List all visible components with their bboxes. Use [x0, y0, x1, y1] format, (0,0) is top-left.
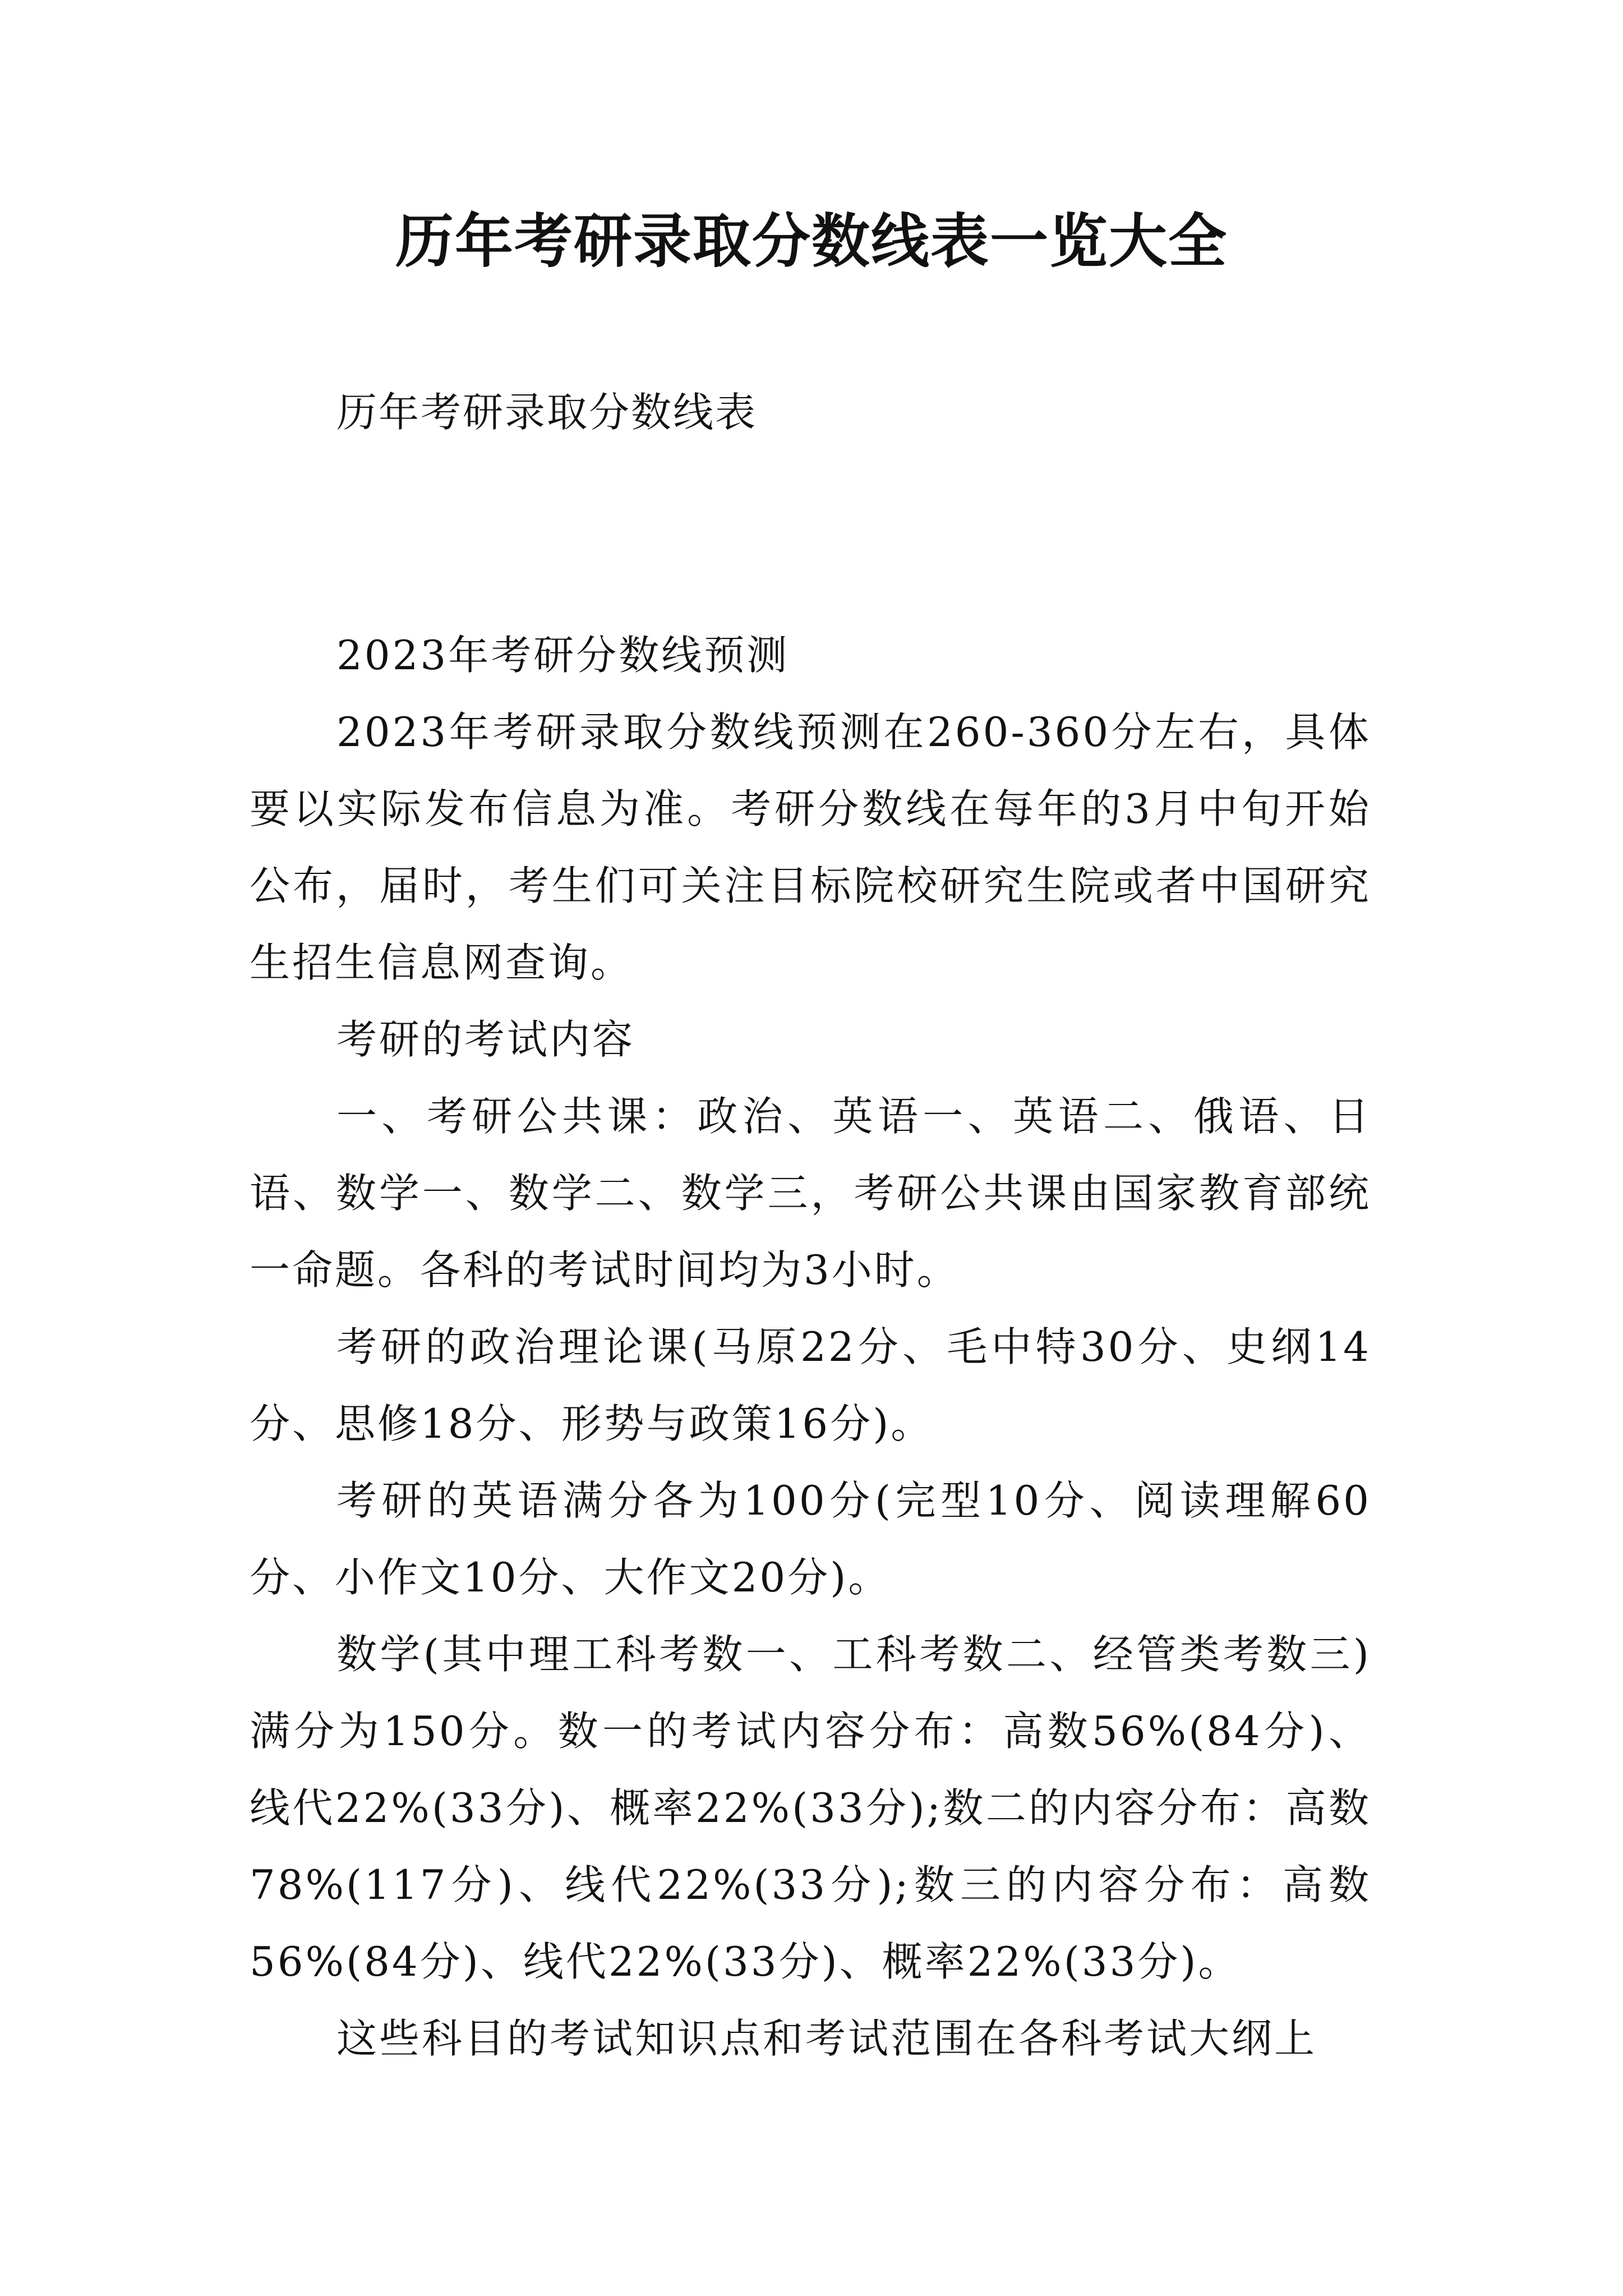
paragraph-english: 考研的英语满分各为100分(完型10分、阅读理解60分、小作文10分、大作文20分)。 [250, 1477, 1371, 1601]
paragraph-syllabus: 这些科目的考试知识点和考试范围在各科考试大纲上 [336, 2015, 1317, 2062]
paragraph-prediction-heading: 2023年考研分数线预测 [336, 632, 790, 679]
document-subtitle: 历年考研录取分数线表 [336, 389, 758, 436]
paragraph-exam-content-heading: 考研的考试内容 [336, 1016, 635, 1063]
document-body [250, 617, 1371, 2077]
document-title: 历年考研录取分数线表一览大全 [395, 206, 1228, 275]
paragraph-math: 数学(其中理工科考数一、工科考数二、经管类考数三)满分为150分。数一的考试内容分布：高数56%(84分)、线代22%(33分)、概率22%(33分);数二的内容分布：高数78%(117分)、线代22%(33分);数三的内容分布：高数56%(84分)、线代22%(33分)、概率22%(33分)。 [250, 1631, 1371, 1985]
paragraph-prediction: 2023年考研录取分数线预测在260-360分左右，具体要以实际发布信息为准。考研分数线在每年的3月中旬开始公布，届时，考生们可关注目标院校研究生院或者中国研究生招生信息网查询。 [250, 708, 1371, 986]
paragraph-politics: 考研的政治理论课(马原22分、毛中特30分、史纲14分、思修18分、形势与政策16分)。 [250, 1323, 1371, 1447]
paragraph-public-courses: 一、考研公共课：政治、英语一、英语二、俄语、日语、数学一、数学二、数学三，考研公共课由国家教育部统一命题。各科的考试时间均为3小时。 [250, 1093, 1371, 1294]
